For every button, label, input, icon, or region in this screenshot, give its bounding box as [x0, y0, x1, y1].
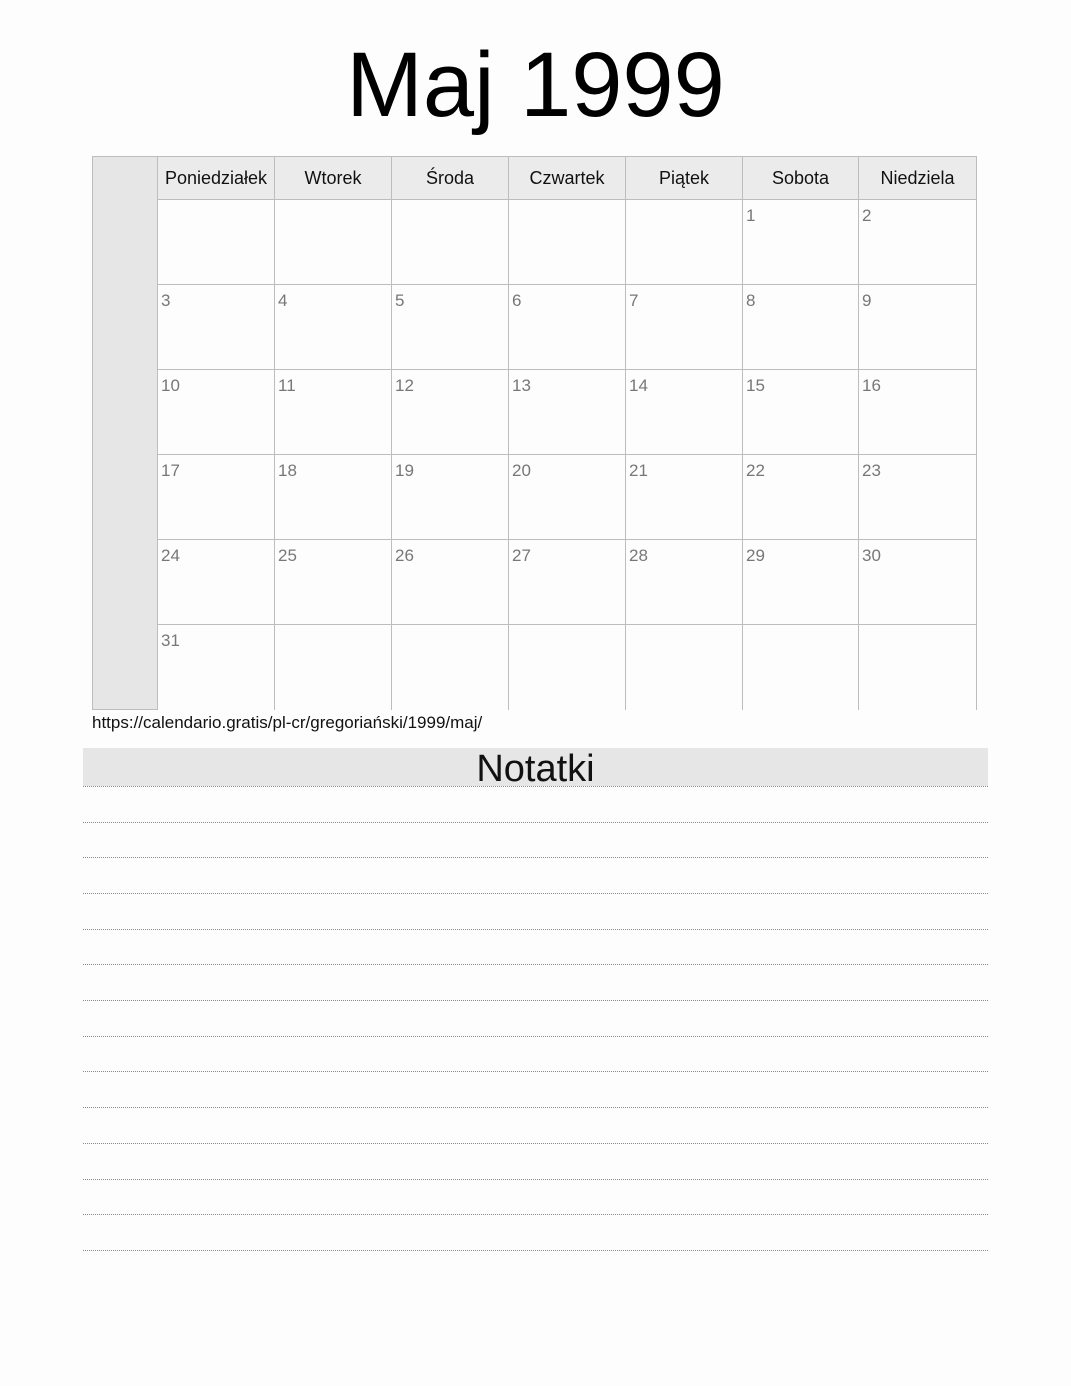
note-line	[83, 1214, 988, 1215]
day-cell: 8	[743, 285, 859, 370]
day-cell: 21	[626, 455, 743, 540]
notes-title: Notatki	[83, 748, 988, 786]
note-line	[83, 1179, 988, 1180]
weekday-header-wednesday: Środa	[392, 157, 509, 200]
day-cell: 29	[743, 540, 859, 625]
note-line	[83, 1071, 988, 1072]
day-cell: 15	[743, 370, 859, 455]
note-line	[83, 1143, 988, 1144]
day-cell: 11	[275, 370, 392, 455]
day-cell: 27	[509, 540, 626, 625]
day-cell: 23	[859, 455, 976, 540]
day-cell	[859, 625, 976, 710]
page-title: Maj 1999	[346, 34, 725, 136]
day-cell	[626, 625, 743, 710]
day-cell: 10	[158, 370, 275, 455]
day-cell: 1	[743, 200, 859, 285]
day-cell: 5	[392, 285, 509, 370]
day-cell: 26	[392, 540, 509, 625]
day-cell: 7	[626, 285, 743, 370]
day-cell	[509, 625, 626, 710]
day-cell: 19	[392, 455, 509, 540]
day-cell: 31	[158, 625, 275, 710]
day-cell: 13	[509, 370, 626, 455]
day-cell: 24	[158, 540, 275, 625]
day-cell: 2	[859, 200, 976, 285]
day-cell	[509, 200, 626, 285]
calendar-grid	[158, 157, 976, 709]
day-cell: 25	[275, 540, 392, 625]
day-cell: 6	[509, 285, 626, 370]
day-cell: 16	[859, 370, 976, 455]
source-url: https://calendario.gratis/pl-cr/gregoriański/1999/maj/	[92, 713, 483, 732]
weekday-header-saturday: Sobota	[743, 157, 859, 200]
note-line	[83, 1107, 988, 1108]
day-cell	[392, 200, 509, 285]
day-cell	[158, 200, 275, 285]
day-cell	[743, 625, 859, 710]
note-line	[83, 822, 988, 823]
day-cell	[275, 625, 392, 710]
month-calendar	[92, 156, 977, 710]
day-cell	[626, 200, 743, 285]
day-cell: 28	[626, 540, 743, 625]
day-cell: 12	[392, 370, 509, 455]
day-cell: 4	[275, 285, 392, 370]
weekday-header-tuesday: Wtorek	[275, 157, 392, 200]
note-line	[83, 964, 988, 965]
weekday-header-sunday: Niedziela	[859, 157, 976, 200]
day-cell: 30	[859, 540, 976, 625]
week-number-column	[93, 157, 158, 709]
day-cell: 17	[158, 455, 275, 540]
day-cell: 9	[859, 285, 976, 370]
day-cell	[275, 200, 392, 285]
weekday-header-thursday: Czwartek	[509, 157, 626, 200]
day-cell	[392, 625, 509, 710]
note-line	[83, 1036, 988, 1037]
note-line	[83, 786, 988, 787]
note-line	[83, 1250, 988, 1251]
note-line	[83, 857, 988, 858]
weekday-header-friday: Piątek	[626, 157, 743, 200]
day-cell: 18	[275, 455, 392, 540]
day-cell: 20	[509, 455, 626, 540]
day-cell: 22	[743, 455, 859, 540]
day-cell: 3	[158, 285, 275, 370]
weekday-header-monday: Poniedziałek	[158, 157, 275, 200]
note-line	[83, 1000, 988, 1001]
day-cell: 14	[626, 370, 743, 455]
note-line	[83, 929, 988, 930]
note-line	[83, 893, 988, 894]
